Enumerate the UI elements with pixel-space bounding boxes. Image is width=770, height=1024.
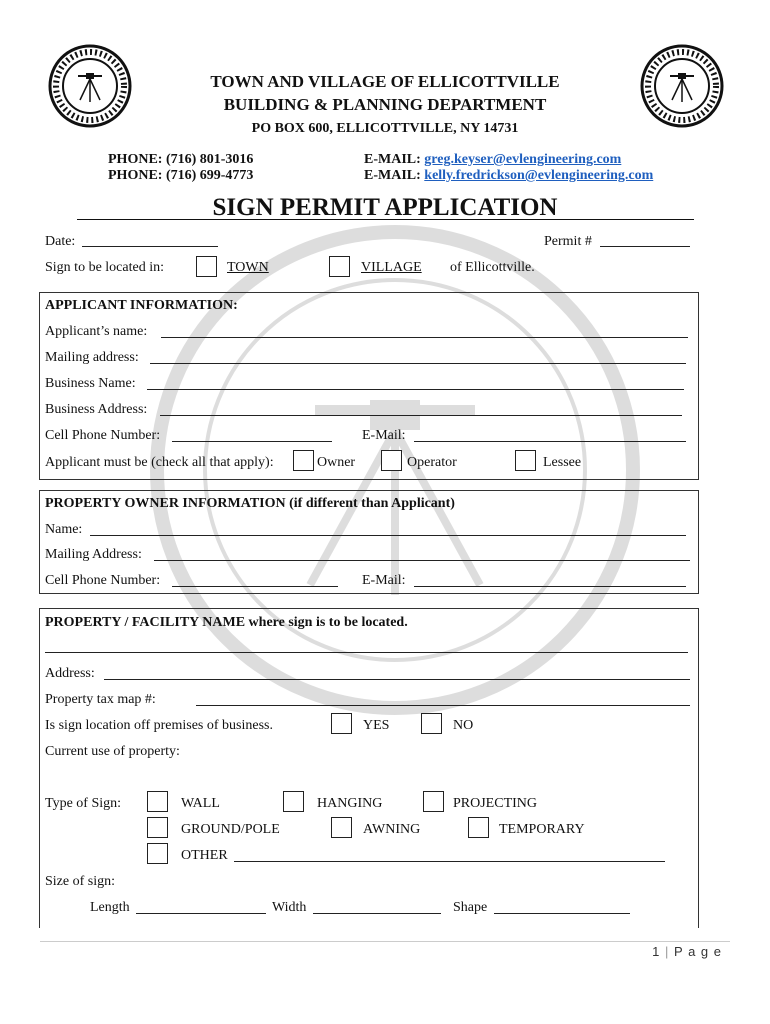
owner-name-field[interactable] [90, 535, 686, 536]
date-field[interactable] [82, 246, 218, 247]
owner-name-label: Name: [45, 522, 83, 537]
projecting-label: PROJECTING [453, 796, 538, 811]
email-link-1[interactable]: greg.keyser@evlengineering.com [424, 152, 622, 167]
town-label: TOWN [227, 260, 269, 275]
permit-field[interactable] [600, 246, 690, 247]
current-use-label: Current use of property: [45, 744, 180, 759]
shape-field[interactable] [494, 913, 630, 914]
facility-name-field[interactable] [45, 652, 688, 653]
other-checkbox[interactable] [147, 843, 168, 864]
no-label: NO [453, 718, 474, 733]
property-address-label: Address: [45, 666, 95, 681]
page-number: 1 [652, 944, 661, 959]
wall-checkbox[interactable] [147, 791, 168, 812]
projecting-checkbox[interactable] [423, 791, 444, 812]
owner-mailing-field[interactable] [154, 560, 690, 561]
title-rule [77, 219, 694, 220]
length-label: Length [90, 900, 130, 915]
operator-label: Operator [407, 455, 457, 470]
property-owner-heading: PROPERTY OWNER INFORMATION (if different than Applicant) [45, 496, 455, 511]
property-address-field[interactable] [104, 679, 690, 680]
footer-rule [40, 941, 730, 942]
owner-email-field[interactable] [414, 586, 686, 587]
hanging-checkbox[interactable] [283, 791, 304, 812]
sign-size-label: Size of sign: [45, 874, 115, 889]
owner-mailing-label: Mailing Address: [45, 547, 142, 562]
ground-pole-label: GROUND/POLE [181, 822, 280, 837]
business-name-field[interactable] [147, 389, 684, 390]
sign-type-label: Type of Sign: [45, 796, 122, 811]
tax-map-label: Property tax map #: [45, 692, 156, 707]
email-label: E-Mail: [362, 428, 406, 443]
owner-checkbox[interactable] [293, 450, 314, 471]
property-facility-heading: PROPERTY / FACILITY NAME where sign is to be located. [45, 615, 408, 630]
other-field[interactable] [234, 861, 665, 862]
length-field[interactable] [136, 913, 266, 914]
village-label: VILLAGE [361, 260, 422, 275]
business-address-label: Business Address: [45, 402, 148, 417]
email-row-2 [364, 168, 653, 184]
of-ellicottville-label: of Ellicottville. [450, 260, 535, 275]
phone-2: PHONE: (716) 699-4773 [108, 168, 254, 183]
shape-label: Shape [453, 900, 488, 915]
department-name: BUILDING & PLANNING DEPARTMENT [223, 95, 547, 114]
business-address-field[interactable] [160, 415, 682, 416]
applicant-section [39, 292, 699, 480]
permit-label: Permit # [544, 234, 592, 249]
department-address: PO BOX 600, ELLICOTTVILLE, NY 14731 [251, 121, 519, 136]
lessee-checkbox[interactable] [515, 450, 536, 471]
temporary-label: TEMPORARY [499, 822, 585, 837]
yes-label: YES [363, 718, 390, 733]
tax-map-field[interactable] [196, 705, 690, 706]
org-name: TOWN AND VILLAGE OF ELLICOTTVILLE [210, 72, 560, 91]
mailing-address-field[interactable] [150, 363, 686, 364]
yes-checkbox[interactable] [331, 713, 352, 734]
applicant-type-label: Applicant must be (check all that apply): [45, 455, 274, 470]
applicant-name-label: Applicant’s name: [45, 324, 148, 339]
wall-label: WALL [181, 796, 220, 811]
lessee-label: Lessee [543, 455, 582, 470]
date-label: Date: [45, 234, 76, 249]
width-field[interactable] [313, 913, 441, 914]
width-label: Width [272, 900, 307, 915]
email-field[interactable] [414, 441, 686, 442]
applicant-name-field[interactable] [161, 337, 688, 338]
no-checkbox[interactable] [421, 713, 442, 734]
off-premises-label: Is sign location off premises of business. [45, 718, 273, 733]
other-label: OTHER [181, 848, 228, 863]
applicant-heading: APPLICANT INFORMATION: [45, 298, 238, 313]
owner-email-label: E-Mail: [362, 573, 406, 588]
mailing-address-label: Mailing address: [45, 350, 139, 365]
cell-phone-label: Cell Phone Number: [45, 428, 161, 443]
phone-1: PHONE: (716) 801-3016 [108, 152, 254, 167]
page-word: P a g e [674, 944, 722, 959]
email-row-1 [364, 152, 621, 168]
business-name-label: Business Name: [45, 376, 136, 391]
ground-pole-checkbox[interactable] [147, 817, 168, 838]
awning-label: AWNING [363, 822, 421, 837]
email-label: E-MAIL: [364, 168, 425, 183]
cell-phone-field[interactable] [172, 441, 332, 442]
page-separator: | [665, 944, 670, 959]
awning-checkbox[interactable] [331, 817, 352, 838]
owner-cell-label: Cell Phone Number: [45, 573, 161, 588]
hanging-label: HANGING [317, 796, 383, 811]
owner-label: Owner [317, 455, 356, 470]
page-title: SIGN PERMIT APPLICATION [212, 194, 558, 221]
owner-cell-field[interactable] [172, 586, 338, 587]
page-footer [652, 944, 722, 959]
email-link-2[interactable]: kelly.fredrickson@evlengineering.com [424, 168, 654, 183]
temporary-checkbox[interactable] [468, 817, 489, 838]
village-checkbox[interactable] [329, 256, 350, 277]
sign-location-label: Sign to be located in: [45, 260, 164, 275]
operator-checkbox[interactable] [381, 450, 402, 471]
property-facility-section [39, 608, 699, 928]
email-label: E-MAIL: [364, 152, 425, 167]
town-checkbox[interactable] [196, 256, 217, 277]
